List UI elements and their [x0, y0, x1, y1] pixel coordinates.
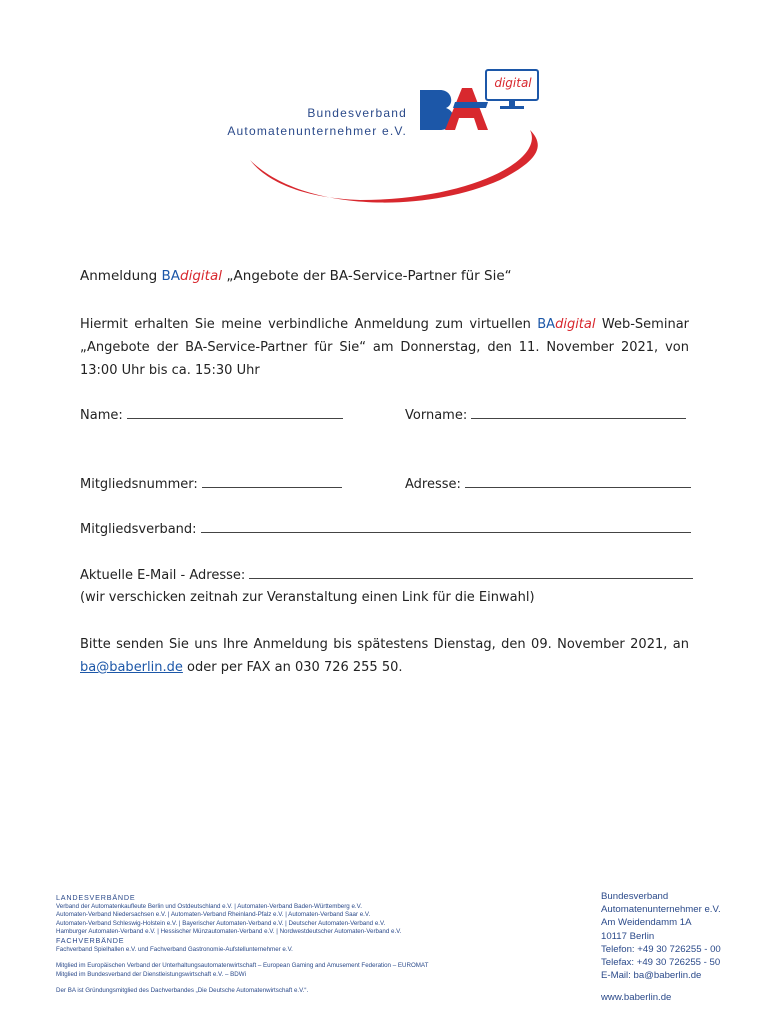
- fach-line-1: Fachverband Spielhallen e.V. und Fachverband Gastronomie-Aufstellunternehmer e.V.: [56, 945, 293, 953]
- landes-line-4: Hamburger Automaten-Verband e.V. | Hessischer Münzautomaten-Verband e.V. | Nordwestdeutscher Automaten-Verband e.V.: [56, 928, 402, 936]
- email-field[interactable]: [80, 566, 693, 583]
- ba-prefix-inline: BA: [537, 317, 556, 332]
- name-label: Name:: [80, 408, 123, 423]
- email-line[interactable]: [249, 566, 693, 579]
- landes-title: LANDESVERBÄNDE: [56, 893, 136, 902]
- document-heading: [80, 268, 512, 284]
- name-line[interactable]: [127, 406, 343, 419]
- closing-paragraph: [80, 633, 689, 679]
- digital-word: digital: [180, 268, 223, 284]
- vorname-line[interactable]: [471, 406, 686, 419]
- mitgliedsnummer-field[interactable]: [80, 475, 342, 492]
- org-line-2: Automatenunternehmer e.V.: [227, 124, 407, 138]
- digital-word-inline: digital: [555, 317, 596, 332]
- letterhead-logo: [0, 0, 770, 240]
- vorname-label: Vorname:: [405, 408, 468, 423]
- mitgliedsverband-line[interactable]: [201, 520, 691, 533]
- footer-contact: [601, 890, 761, 1005]
- ba-digital-mark: [162, 268, 222, 284]
- ba-digital-inline: [537, 317, 595, 332]
- monitor-stand: [509, 100, 515, 106]
- landes-line-1: Verband der Automatenkaufleute Berlin und Ostdeutschland e.V. | Automaten-Verband Baden-Württemberg e.V.: [56, 902, 362, 910]
- landes-line-2: Automaten-Verband Niedersachsen e.V. | Automaten-Verband Rheinland-Pfalz e.V. | Automaten-Verband Saar e.V.: [56, 911, 371, 919]
- ba-bar: [453, 102, 488, 108]
- email-link[interactable]: ba@baberlin.de: [80, 660, 183, 675]
- letter-a-shape: [445, 88, 488, 130]
- email-label: Aktuelle E-Mail - Adresse:: [80, 568, 246, 583]
- intro-paragraph: [80, 313, 689, 382]
- mitgliedsverband-field[interactable]: [80, 520, 691, 537]
- name-field[interactable]: [80, 406, 343, 423]
- member-line-2: Mitglied im Bundesverband der Dienstleistungswirtschaft e.V. – BDWi: [56, 970, 246, 978]
- footer-gap-1: [56, 954, 536, 962]
- mitgliedsnummer-label: Mitgliedsnummer:: [80, 477, 198, 492]
- ba-prefix: BA: [161, 268, 181, 284]
- contact-line-7: E-Mail: ba@baberlin.de: [601, 970, 702, 982]
- fach-title: FACHVERBÄNDE: [56, 935, 125, 945]
- contact-line-6: Telefax: +49 30 726255 - 50: [601, 957, 721, 969]
- adresse-label: Adresse:: [405, 477, 461, 492]
- landes-line-3: Automaten-Verband Schleswig-Holstein e.V. | Bayerischer Automaten-Verband e.V. | Deutscher Automaten-Verband e.V.: [56, 919, 386, 927]
- heading-prefix: Anmeldung: [80, 268, 158, 284]
- intro-part-1: Hiermit erhalten Sie meine verbindliche Anmeldung zum virtuellen: [80, 317, 531, 332]
- org-name: [222, 104, 407, 140]
- closing-text: Bitte senden Sie uns Ihre Anmeldung bis spätestens Dienstag, den 09. November 2021, an: [80, 637, 689, 652]
- mitgliedsnummer-line[interactable]: [202, 475, 342, 488]
- contact-line-5: Telefon: +49 30 726255 - 00: [601, 943, 721, 955]
- vorname-field[interactable]: [405, 406, 686, 423]
- mitgliedsverband-label: Mitgliedsverband:: [80, 522, 197, 537]
- adresse-line[interactable]: [465, 475, 691, 488]
- intro-part-2: Web-Seminar „Angebote der BA-Service-Partner für Sie“ am Donnerstag, den 11. November 2021, von 13:00 Uhr bis ca. 15:30 Uhr: [80, 317, 689, 378]
- website-link[interactable]: www.baberlin.de: [601, 992, 672, 1004]
- adresse-field[interactable]: [405, 475, 691, 492]
- contact-line-3: Am Weidendamm 1A: [601, 917, 692, 929]
- member-line-1: Mitglied im Europäischen Verband der Unterhaltungsautomatenwirtschaft – European Gaming and Amusement Federation – EUROMAT: [56, 962, 429, 970]
- red-swoosh: [250, 130, 538, 203]
- heading-suffix: „Angebote der BA-Service-Partner für Sie“: [226, 268, 512, 284]
- footer-associations: [56, 894, 536, 996]
- digital-badge-text: digital: [494, 76, 532, 90]
- founder-line: Der BA ist Gründungsmitglied des Dachverbandes „Die Deutsche Automatenwirtschaft e.V.“.: [56, 987, 309, 995]
- contact-line-2: Automatenunternehmer e.V.: [601, 904, 721, 916]
- closing-suffix: oder per FAX an 030 726 255 50.: [187, 660, 403, 675]
- contact-line-4: 10117 Berlin: [601, 930, 655, 942]
- footer-gap-2: [56, 979, 536, 987]
- org-line-1: Bundesverband: [307, 106, 407, 120]
- contact-line-1: Bundesverband: [601, 891, 669, 902]
- monitor-base: [500, 106, 524, 109]
- email-note: (wir verschicken zeitnah zur Veranstaltung einen Link für die Einwahl): [80, 590, 535, 605]
